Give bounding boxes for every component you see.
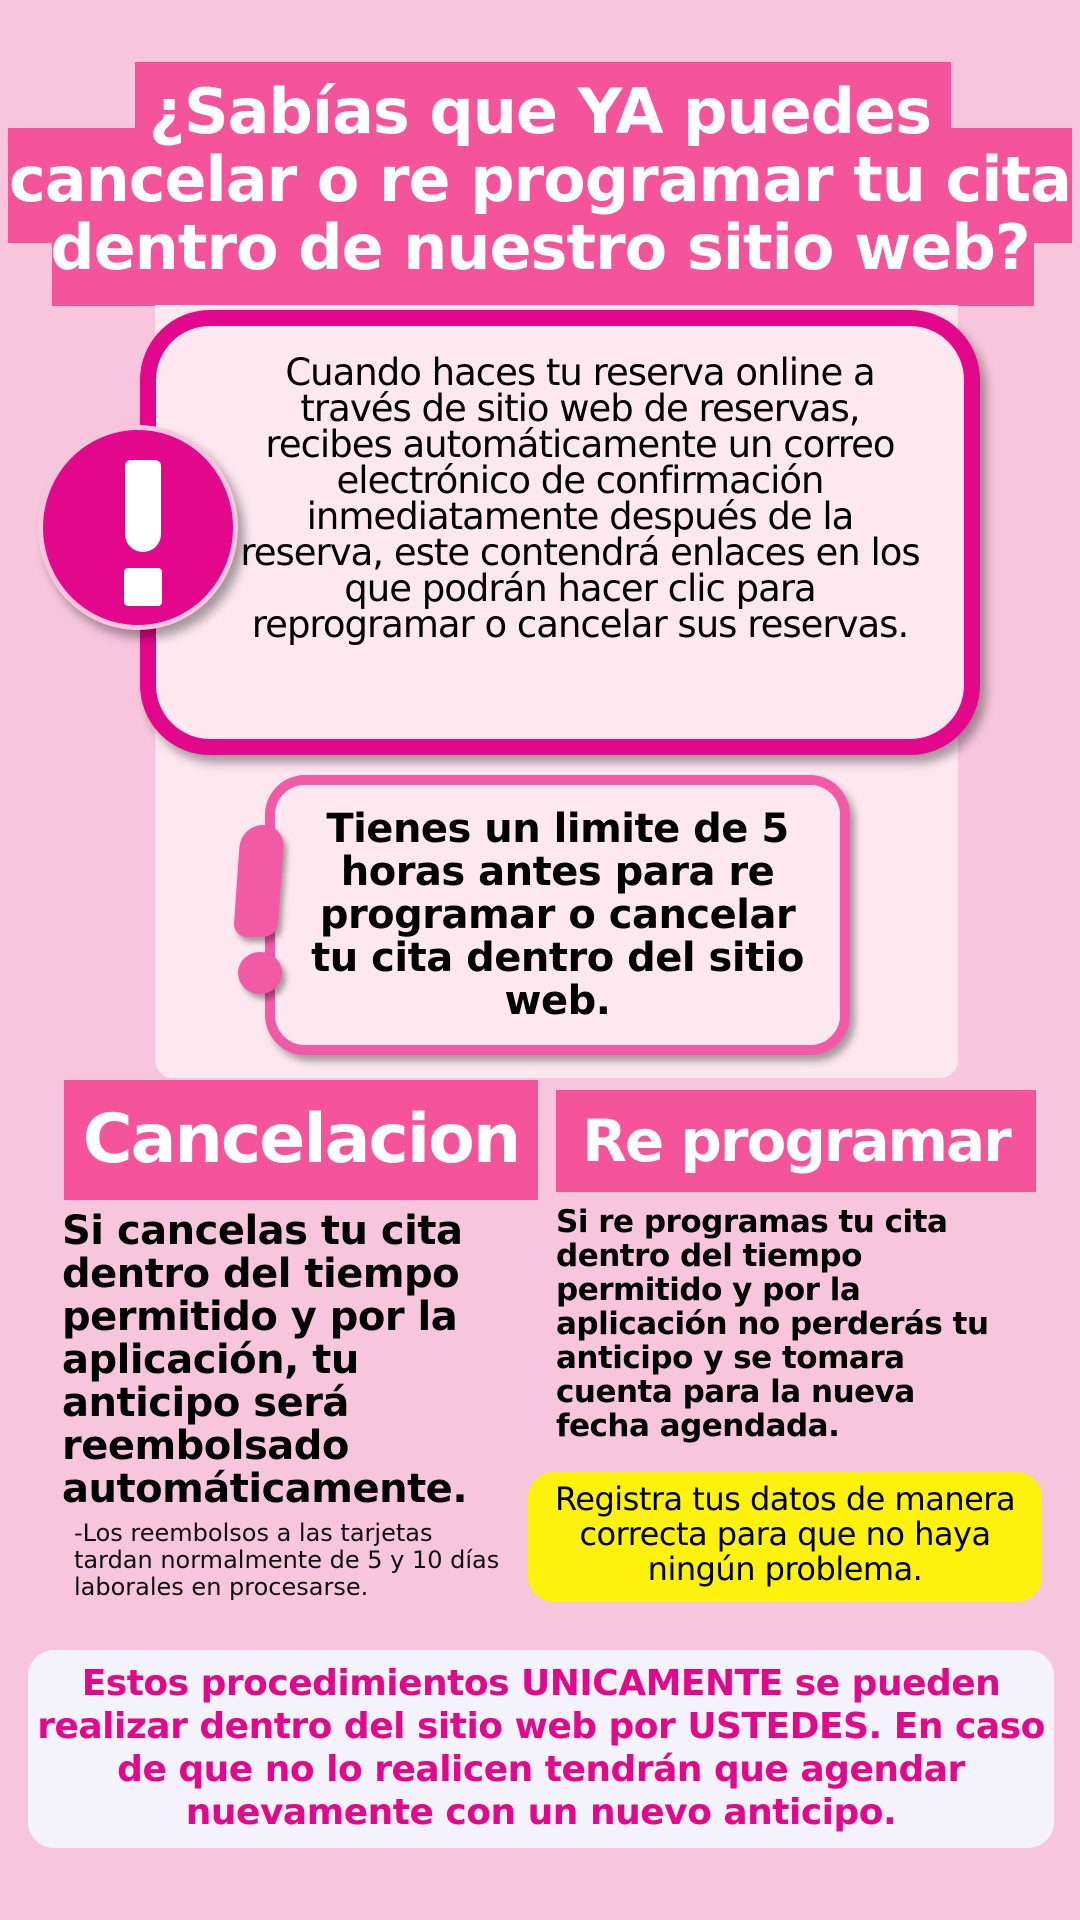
refund-note: -Los reembolsos a las tarjetas tardan normalmente de 5 y 10 días laborales en procesarse. <box>74 1519 500 1601</box>
pink-exclamation-icon-dot <box>238 952 282 994</box>
bottom-notice-text: Estos procedimientos UNICAMENTE se pueden realizar dentro del sitio web por USTEDES. En caso de que no lo realicen tendrán que agendar nuevamente con un nuevo anticipo. <box>37 1663 1045 1833</box>
reprogram-header: Re programar <box>582 1107 1010 1175</box>
reprogram-description: Si re programas tu cita dentro del tiempo permitido y por la aplicación no perderás tu anticipo y se tomara cuenta para la nueva fecha agendada. <box>556 1204 989 1444</box>
limit-box-text: Tienes un limite de 5 horas antes para re programar o cancelar tu cita dentro del sitio web. <box>311 806 804 1024</box>
exclamation-icon-bar <box>125 460 161 552</box>
cancel-header: Cancelacion <box>82 1100 520 1179</box>
exclamation-icon-dot <box>124 568 162 606</box>
page-title: ¿Sabías que YA puedes cancelar o re programar tu cita dentro de nuestro sitio web? <box>9 75 1071 284</box>
yellow-note-text: Registra tus datos de manera correcta para que no haya ningún problema. <box>554 1480 1016 1588</box>
info-box-text: Cuando haces tu reserva online a través de sitio web de reservas, recibes automáticamente un correo electrónico de confirmación inmediatamente después de la reserva, este contendrá enlaces en los que podrán hacer clic para reprogramar o cancelar sus reservas. <box>240 351 920 646</box>
pink-exclamation-icon <box>233 825 285 937</box>
cancel-description: Si cancelas tu cita dentro del tiempo permitido y por la aplicación, tu anticipo será reembolsado automáticamente. <box>62 1208 468 1512</box>
